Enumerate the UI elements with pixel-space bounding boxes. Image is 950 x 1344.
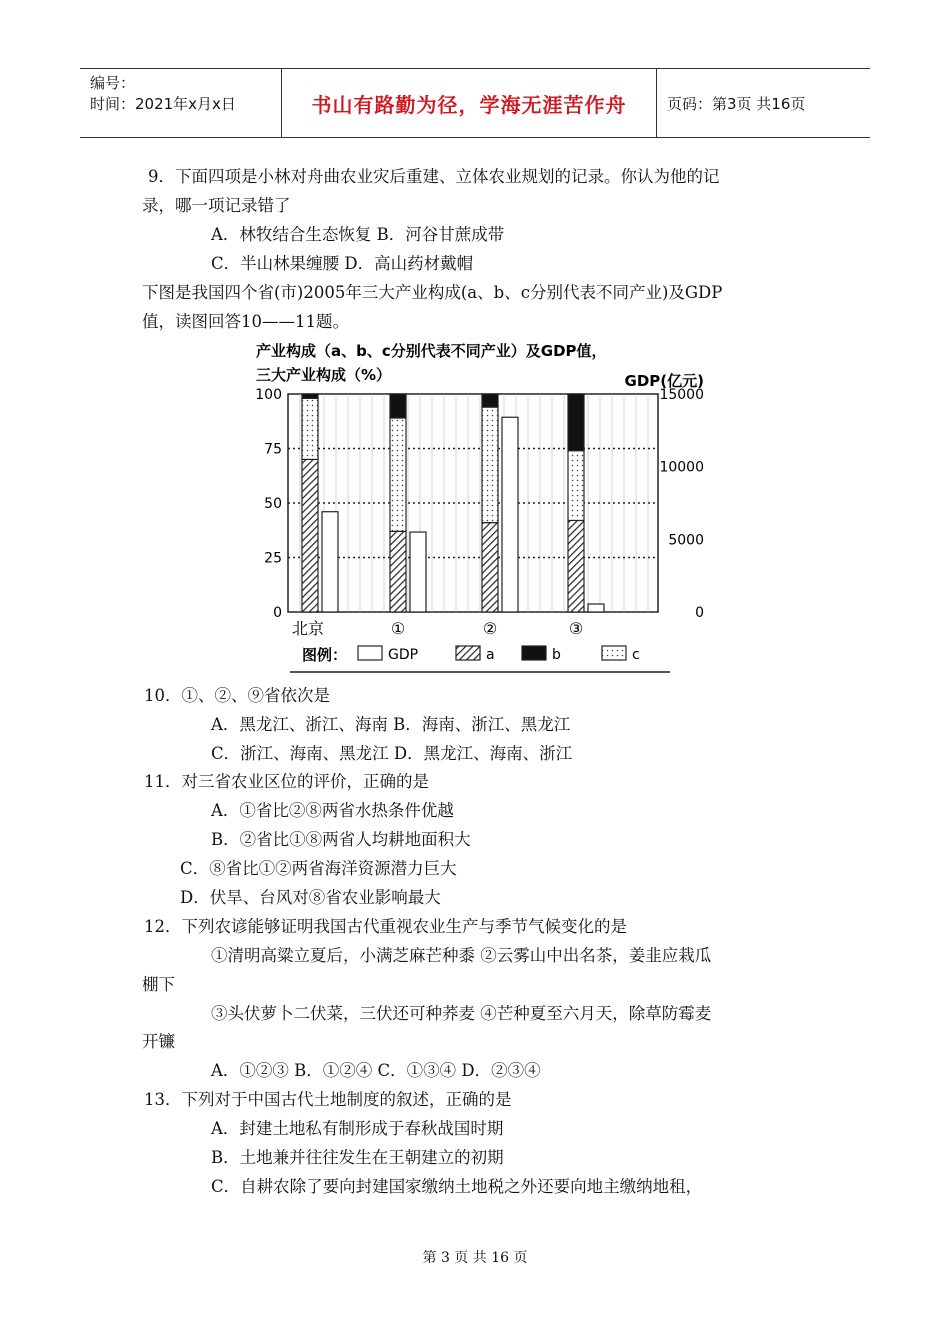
- question-10: 10．①、②、⑨省依次是: [144, 686, 330, 705]
- legend-title: 图例：: [302, 646, 348, 664]
- category-label: ①: [390, 619, 406, 638]
- left-tick-label: 75: [264, 441, 282, 458]
- right-tick-label: 0: [695, 605, 704, 621]
- left-tick-label: 0: [273, 605, 282, 621]
- chart-intro-line2: 值，读图回答10——11题。: [142, 312, 349, 331]
- q12-proverbs-line1: ①清明高粱立夏后，小满芝麻芒种黍 ②云雾山中出名茶，姜韭应栽瓜: [211, 946, 712, 965]
- right-tick-label: 5000: [668, 532, 704, 549]
- legend-label-gdp: GDP: [388, 647, 419, 663]
- q12-proverbs-line1-wrap: 棚下: [142, 975, 175, 994]
- number-label: 编号：: [90, 74, 136, 92]
- right-tick-label: 10000: [659, 459, 704, 476]
- chart-title: 产业构成（a、b、c分别代表不同产业）及GDP值，: [256, 342, 607, 360]
- q9-options-ab: A．林牧结合生态恢复 B．河谷甘蔗成带: [211, 225, 505, 244]
- page-info: 页码：第3页 共16页: [667, 94, 806, 113]
- bar-segment-b: [302, 394, 318, 398]
- q13-option-a: A．封建土地私有制形成于春秋战国时期: [211, 1119, 504, 1138]
- bar-gdp: [502, 417, 518, 612]
- legend-label-c: c: [632, 647, 640, 663]
- legend-label-b: b: [552, 647, 561, 663]
- q11-option-a: A．①省比②⑧两省水热条件优越: [211, 801, 454, 820]
- industry-gdp-chart: [250, 338, 720, 676]
- question-13: 13．下列对于中国古代土地制度的叙述，正确的是: [144, 1090, 512, 1109]
- bar-segment-c: [302, 398, 318, 459]
- q10-options-cd: C．浙江、海南、黑龙江 D．黑龙江、海南、浙江: [211, 744, 573, 763]
- bar-segment-a: [302, 459, 318, 612]
- motto: 书山有路勤为径，学海无涯苦作舟: [282, 69, 657, 137]
- q12-proverbs-line2: ③头伏萝卜二伏菜，三伏还可种荞麦 ④芒种夏至六月天，除草防霉麦: [211, 1004, 712, 1023]
- q11-option-d: D．伏旱、台风对⑧省农业影响最大: [180, 888, 441, 907]
- question-12: 12．下列农谚能够证明我国古代重视农业生产与季节气候变化的是: [144, 917, 627, 936]
- question-11: 11．对三省农业区位的评价，正确的是: [144, 772, 429, 791]
- bar-segment-c: [390, 418, 406, 531]
- page-footer: 第 3 页 共 16 页: [422, 1250, 528, 1266]
- legend-swatch-gdp: [358, 646, 382, 660]
- q10-options-ab: A．黑龙江、浙江、海南 B．海南、浙江、黑龙江: [211, 715, 571, 734]
- left-tick-label: 25: [264, 550, 282, 567]
- bar-segment-c: [568, 451, 584, 521]
- chart-intro-line1: 下图是我国四个省(市)2005年三大产业构成(a、b、c分别代表不同产业)及GDP: [142, 283, 723, 302]
- bar-gdp: [410, 532, 426, 612]
- bar-segment-a: [390, 531, 406, 612]
- category-label: ③: [568, 619, 584, 638]
- bar-segment-c: [482, 407, 498, 523]
- q11-option-c: C．⑧省比①②两省海洋资源潜力巨大: [180, 859, 457, 878]
- question-9-line1: 9．下面四项是小林对舟曲农业灾后重建、立体农业规划的记录。你认为他的记: [148, 167, 720, 186]
- legend-swatch-a: [456, 646, 480, 660]
- bar-gdp: [588, 604, 604, 612]
- q9-options-cd: C．半山林果缠腰 D．高山药材戴帽: [211, 254, 474, 273]
- bar-segment-b: [390, 394, 406, 418]
- chart-left-axis-label: 三大产业构成（%）: [256, 366, 392, 384]
- header-meta-cell: [80, 69, 282, 137]
- q12-options: A．①②③ B．①②④ C．①③④ D．②③④: [211, 1061, 541, 1080]
- bar-segment-a: [482, 523, 498, 612]
- chart-svg: [250, 338, 720, 676]
- q13-option-c: C．自耕农除了要向封建国家缴纳土地税之外还要向地主缴纳地租，: [211, 1177, 703, 1196]
- legend-swatch-c: [602, 646, 626, 660]
- bar-segment-a: [568, 520, 584, 612]
- header-table: [80, 68, 870, 138]
- chart-right-axis-label: GDP(亿元): [624, 372, 704, 390]
- q11-option-b: B．②省比①⑧两省人均耕地面积大: [211, 830, 471, 849]
- q12-proverbs-line2-wrap: 开镰: [142, 1032, 175, 1051]
- legend-label-a: a: [486, 647, 495, 663]
- right-tick-label: 15000: [659, 387, 704, 403]
- q13-option-b: B．土地兼并往往发生在王朝建立的初期: [211, 1148, 504, 1167]
- bar-segment-b: [482, 394, 498, 407]
- left-tick-label: 50: [264, 496, 282, 512]
- question-9-line2: 录，哪一项记录错了: [142, 196, 291, 215]
- category-label: ②: [482, 619, 498, 638]
- bar-segment-b: [568, 394, 584, 451]
- time-label: 时间：2021年x月x日: [90, 95, 236, 113]
- left-tick-label: 100: [255, 387, 282, 403]
- bar-gdp: [322, 512, 338, 612]
- legend-swatch-b: [522, 646, 546, 660]
- category-label: 北京: [291, 619, 325, 638]
